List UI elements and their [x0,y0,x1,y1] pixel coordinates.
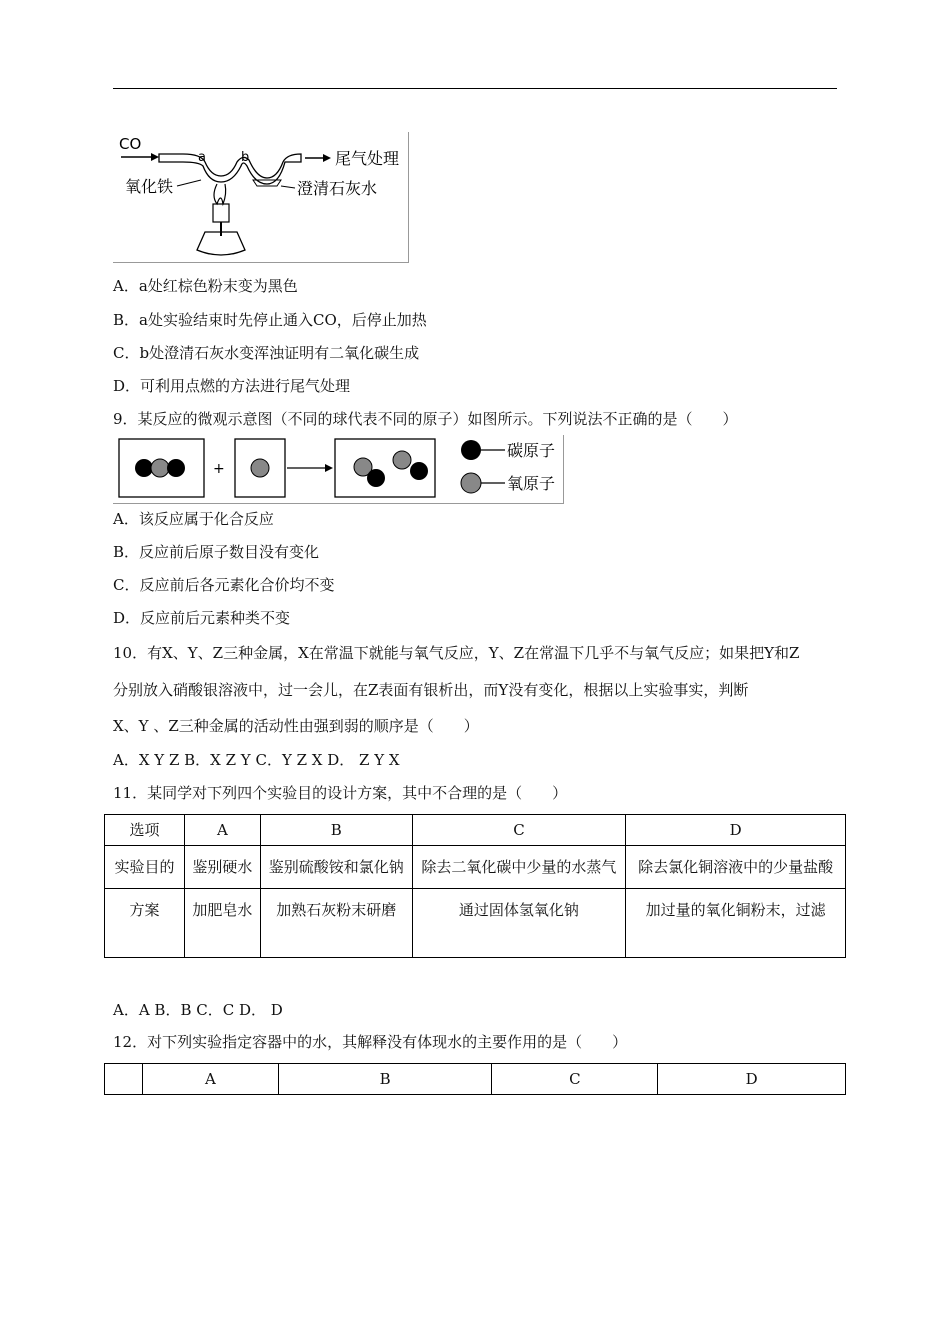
oxygen-atom [151,459,169,477]
burner-head [213,204,229,222]
table-cell: D [658,1064,846,1095]
oxygen-atom [393,451,411,469]
table-row [105,889,846,958]
table-cell: 鉴别硫酸铵和氯化钠 [260,846,412,889]
table-cell: C [492,1064,658,1095]
q11-options: A．A B．B C．C D． D [113,1001,283,1019]
legend-oxygen-atom [461,473,481,493]
carbon-atom [167,459,185,477]
co-apparatus-figure [113,132,409,263]
q9-option-b: B．反应前后原子数目没有变化 [113,543,320,561]
reaction-arrow-head [325,464,333,472]
table-cell [105,1064,143,1095]
table-cell: A [142,1064,278,1095]
b-label: b [241,150,250,165]
q12-stem: 12．对下列实验指定容器中的水，其解释没有体现水的主要作用的是（ ） [113,1033,628,1051]
table-cell: B [260,815,412,846]
iron-oxide-pointer [177,180,201,186]
table-cell: 加熟石灰粉末研磨 [260,889,412,958]
plus-sign: + [213,461,225,477]
reaction-diagram [113,435,563,503]
legend-oxygen-label: 氧原子 [507,474,556,493]
co-apparatus-diagram [113,132,408,262]
table-cell: 方案 [105,889,185,958]
reaction-figure [113,435,564,504]
legend-carbon-label: 碳原子 [507,441,556,460]
q9-option-c: C．反应前后各元素化合价均不变 [113,576,335,594]
q10-stem-line3: X、Y 、Z三种金属的活动性由强到弱的顺序是（ ） [113,717,479,735]
top-rule [113,88,837,89]
oxygen-atom [251,459,269,477]
table-row [105,846,846,889]
q10-stem-line1: 10．有X、Y、Z三种金属，X在常温下就能与氧气反应，Y、Z在常温下几乎不与氧气反应；如果把Y和Z [113,644,800,662]
q12-table [104,1063,846,1095]
iron-oxide-label: 氧化铁 [125,177,174,196]
table-cell: 鉴别硬水 [184,846,260,889]
table-cell: 加肥皂水 [184,889,260,958]
legend-carbon-atom [461,440,481,460]
q8-option-b: B．a处实验结束时先停止通入CO，后停止加热 [113,311,427,329]
table-cell: 加过量的氧化铜粉末，过滤 [626,889,846,958]
q10-stem-line2: 分别放入硝酸银溶液中，过一会儿，在Z表面有银析出，而Y没有变化，根据以上实验事实，判断 [113,681,749,699]
table-cell: 选项 [105,815,185,846]
carbon-atom [367,469,385,487]
co-arrow-head [151,153,159,161]
q8-option-c: C．b处澄清石灰水变浑浊证明有二氧化碳生成 [113,344,420,362]
table-cell: 除去氯化铜溶液中的少量盐酸 [626,846,846,889]
table-cell: 除去二氧化碳中少量的水蒸气 [412,846,626,889]
flame [214,184,226,204]
q11-table [104,814,846,958]
a-label: a [198,150,206,165]
carbon-atom [135,459,153,477]
carbon-atom [410,462,428,480]
table-cell: B [278,1064,492,1095]
tail-arrow-head [323,154,331,162]
q9-option-a: A．该反应属于化合反应 [113,510,274,528]
q11-stem: 11．某同学对下列四个实验目的设计方案，其中不合理的是（ ） [113,784,568,802]
co-label: CO [119,135,142,153]
limewater-label: 澄清石灰水 [297,179,378,198]
table-cell: A [184,815,260,846]
tail-gas-label: 尾气处理 [335,149,400,168]
limewater-pointer [281,186,295,188]
table-cell: 实验目的 [105,846,185,889]
table-row [105,1064,846,1095]
table-cell: 通过固体氢氧化钠 [412,889,626,958]
q10-options: A．X Y Z B．X Z Y C．Y Z X D． Z Y X [113,751,400,769]
q8-option-a: A．a处红棕色粉末变为黑色 [113,277,298,295]
q8-option-d: D．可利用点燃的方法进行尾气处理 [113,377,351,395]
table-row [105,815,846,846]
table-cell: C [412,815,626,846]
q9-stem: 9．某反应的微观示意图（不同的球代表不同的原子）如图所示。下列说法不正确的是（ ） [113,410,738,428]
q9-option-d: D．反应前后元素种类不变 [113,609,291,627]
table-cell: D [626,815,846,846]
